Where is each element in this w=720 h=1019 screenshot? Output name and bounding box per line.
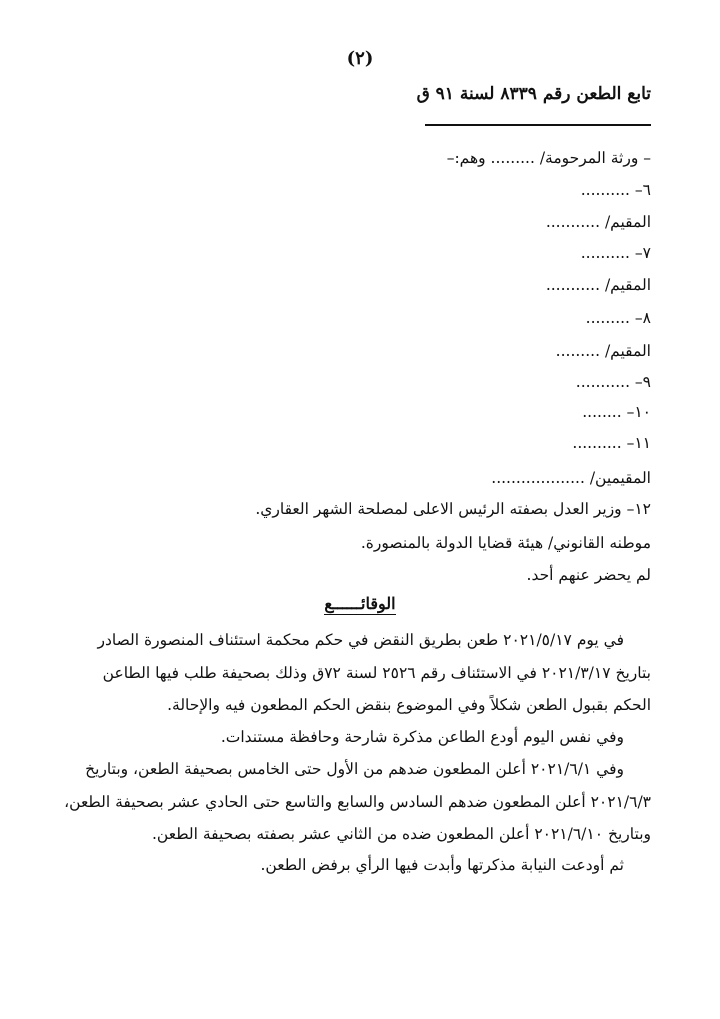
party-9: ٩– ........... bbox=[575, 373, 651, 391]
party-7-address: المقيم/ ........... bbox=[545, 276, 651, 294]
party-6-address: المقيم/ ........... bbox=[545, 213, 651, 231]
facts-line-4: وفي نفس اليوم أودع الطاعن مذكرة شارحة وحافظة مستندات. bbox=[220, 728, 624, 746]
case-title: تابع الطعن رقم ٨٣٣٩ لسنة ٩١ ق bbox=[416, 84, 651, 104]
party-12: ١٢– وزير العدل بصفته الرئيس الاعلى لمصلحة الشهر العقاري. bbox=[255, 500, 651, 518]
facts-heading: الوقائــــــع bbox=[324, 594, 396, 613]
party-6: ٦– .......... bbox=[580, 181, 651, 199]
legal-domicile: موطنه القانوني/ هيئة قضايا الدولة بالمنصورة. bbox=[360, 534, 651, 552]
party-10: ١٠– ........ bbox=[582, 403, 651, 421]
facts-line-2: بتاريخ ٢٠٢١/٣/١٧ في الاستئناف رقم ٢٥٢٦ لسنة ٧٢ق وذلك بصحيفة طلب فيها الطاعن bbox=[102, 664, 651, 682]
parties-9-11-address: المقيمين/ ................... bbox=[491, 469, 651, 487]
facts-line-5: وفي ٢٠٢١/٦/١ أعلن المطعون ضدهم من الأول حتى الخامس بصحيفة الطعن، وبتاريخ bbox=[85, 760, 624, 778]
page-number: (٢) bbox=[346, 48, 374, 69]
title-divider bbox=[425, 124, 651, 126]
facts-line-6: ٢٠٢١/٦/٣ أعلن المطعون ضدهم السادس والسابع والتاسع حتى الحادي عشر بصحيفة الطعن، bbox=[64, 793, 651, 811]
party-8: ٨– ......... bbox=[585, 309, 651, 327]
heirs-line: – ورثة المرحومة/ ......... وهم:– bbox=[446, 149, 651, 167]
party-8-address: المقيم/ ......... bbox=[555, 342, 651, 360]
facts-line-8: ثم أودعت النيابة مذكرتها وأبدت فيها الرأي برفض الطعن. bbox=[260, 856, 624, 874]
facts-line-3: الحكم بقبول الطعن شكلاً وفي الموضوع بنقض الحكم المطعون فيه والإحالة. bbox=[167, 696, 651, 714]
no-appearance-note: لم يحضر عنهم أحد. bbox=[526, 566, 651, 584]
facts-line-1: في يوم ٢٠٢١/٥/١٧ طعن بطريق النقض في حكم محكمة استئناف المنصورة الصادر bbox=[97, 631, 624, 649]
party-11: ١١– .......... bbox=[572, 434, 651, 452]
party-7: ٧– .......... bbox=[580, 244, 651, 262]
facts-line-7: وبتاريخ ٢٠٢١/٦/١٠ أعلن المطعون ضده من الثاني عشر بصفته بصحيفة الطعن. bbox=[151, 825, 651, 843]
